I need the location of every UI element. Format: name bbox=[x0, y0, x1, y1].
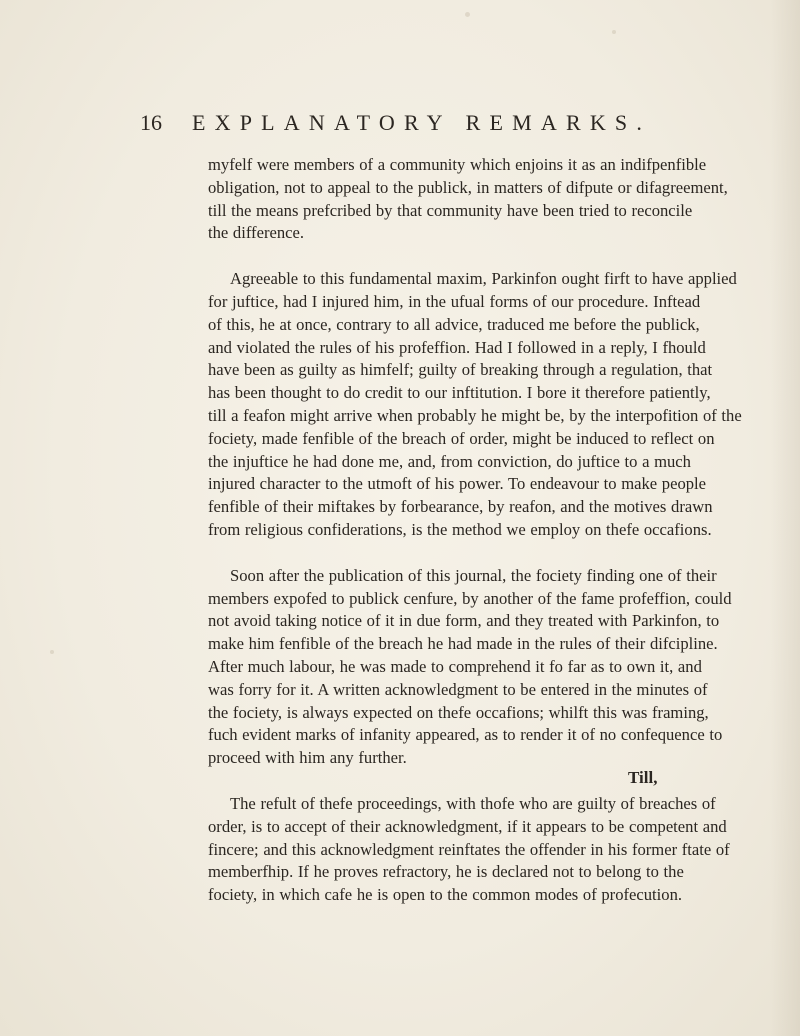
text-line: till the means prefcribed by that community have been tried to reconcile bbox=[208, 200, 693, 220]
text-line: was forry for it. A written acknowledgment to be entered in the minutes of bbox=[208, 679, 708, 699]
running-head-title: EXPLANATORY REMARKS. bbox=[192, 110, 652, 135]
text-line: proceed with him any further. bbox=[208, 748, 407, 768]
paragraph bbox=[208, 793, 730, 907]
text-line: not avoid taking notice of it in due form, and they treated with Parkinfon, to bbox=[208, 611, 720, 631]
text-line: fociety, in which cafe he is open to the common modes of profecution. bbox=[208, 885, 683, 905]
text-line: make him fenfible of the breach he had made in the rules of their difcipline. bbox=[208, 634, 718, 654]
catchword: Till, bbox=[628, 768, 658, 787]
text-line: myfelf were members of a community which enjoins it as an indifpenfible bbox=[208, 155, 707, 174]
paragraph bbox=[208, 154, 728, 245]
text-line: of this, he at once, contrary to all advice, traduced me before the publick, bbox=[208, 314, 700, 334]
text-line: from religious confiderations, is the method we employ on thefe occafions. bbox=[208, 519, 712, 539]
text-line: has been thought to do credit to our inftitution. I bore it therefore patiently, bbox=[208, 383, 711, 403]
text-line: obligation, not to appeal to the publick, in matters of difpute or difagreement, bbox=[208, 177, 728, 197]
text-line: fuch evident marks of infanity appeared, as to render it of no confequence to bbox=[208, 725, 723, 745]
text-line: and violated the rules of his profeffion. Had I followed in a reply, I fhould bbox=[208, 337, 706, 357]
paragraph bbox=[208, 565, 732, 770]
text-line: memberfhip. If he proves refractory, he is declared not to belong to the bbox=[208, 862, 684, 882]
page-number: 16 bbox=[140, 110, 162, 135]
text-line: The refult of thefe proceedings, with thofe who are guilty of breaches of bbox=[230, 793, 716, 813]
text-line: fincere; and this acknowledgment reinftates the offender in his former ftate of bbox=[208, 839, 730, 859]
text-line: order, is to accept of their acknowledgment, if it appears to be competent and bbox=[208, 816, 727, 836]
text-line: members expofed to publick cenfure, by another of the fame profeffion, could bbox=[208, 588, 732, 608]
page-edge-shadow bbox=[770, 0, 800, 1036]
text-line: the injuftice he had done me, and, from conviction, do juftice to a much bbox=[208, 451, 691, 471]
text-line: Soon after the publication of this journal, the fociety finding one of their bbox=[230, 565, 717, 585]
text-line: till a feafon might arrive when probably he might be, by the interpofition of the bbox=[208, 405, 742, 425]
text-line: fociety, made fenfible of the breach of order, might be induced to reflect on bbox=[208, 428, 715, 448]
text-line: have been as guilty as himfelf; guilty of breaking through a regulation, that bbox=[208, 360, 713, 380]
text-line: After much labour, he was made to comprehend it fo far as to own it, and bbox=[208, 656, 702, 676]
text-line: Agreeable to this fundamental maxim, Parkinfon ought firft to have applied bbox=[230, 269, 737, 289]
text-line: fenfible of their miftakes by forbearance, by reafon, and the motives drawn bbox=[208, 497, 713, 517]
text-line: injured character to the utmoft of his power. To endeavour to make people bbox=[208, 474, 707, 494]
paper-spot bbox=[612, 30, 616, 34]
text-line: the fociety, is always expected on thefe occafions; whilft this was framing, bbox=[208, 702, 709, 722]
paper-spot bbox=[465, 12, 470, 17]
text-line: the difference. bbox=[208, 223, 305, 243]
paragraph bbox=[208, 268, 742, 542]
text-line: for juftice, had I injured him, in the ufual forms of our procedure. Inftead bbox=[208, 291, 701, 311]
body-text bbox=[208, 154, 742, 907]
running-head bbox=[140, 110, 670, 140]
paper-spot bbox=[50, 650, 54, 654]
